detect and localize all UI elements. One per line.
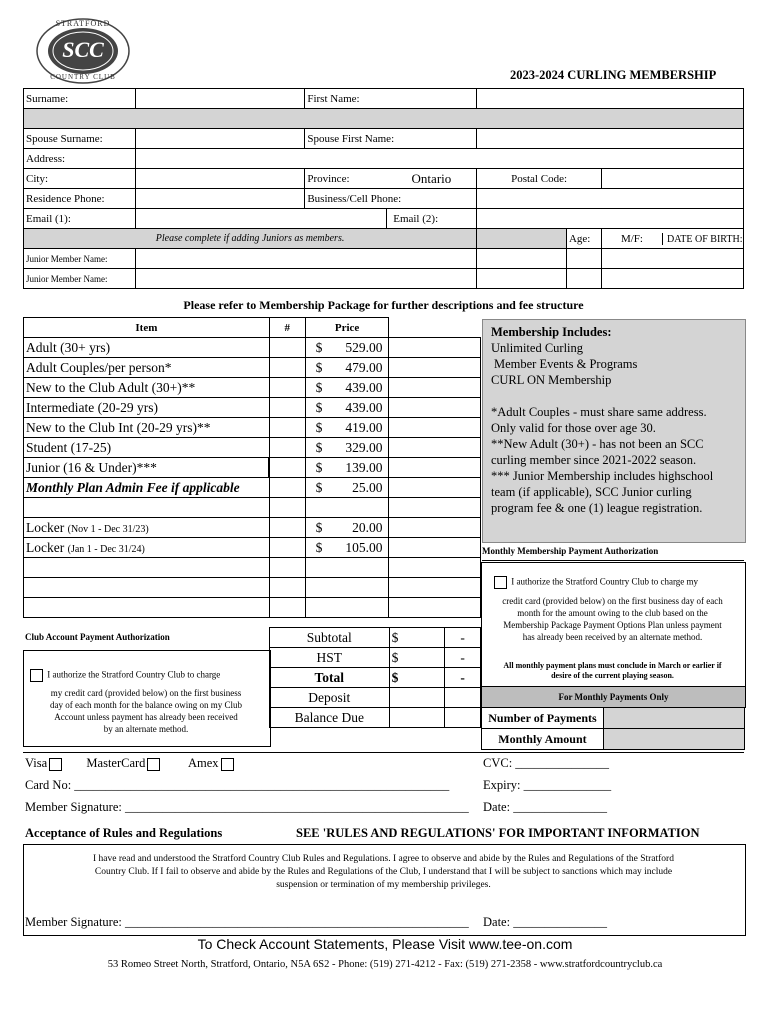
fee-total-field[interactable]: [389, 478, 481, 498]
club-auth-line: by an alternate method.: [103, 724, 189, 734]
fee-item-label: New to the Club Adult (30+)**: [24, 378, 270, 398]
fee-row: [24, 398, 481, 418]
totals-value[interactable]: [445, 708, 481, 728]
locker-label: Locker: [26, 519, 65, 535]
statements-note: To Check Account Statements, Please Visit www.tee-on.com: [197, 936, 573, 952]
junior-mf-dob-field-1[interactable]: [601, 249, 743, 269]
totals-table: [269, 627, 481, 728]
totals-row: [270, 688, 481, 708]
fee-total-field[interactable]: [389, 358, 481, 378]
totals-currency: $: [389, 668, 445, 688]
visa-label: Visa: [25, 756, 48, 770]
package-note: Please refer to Membership Package for further descriptions and fee structure: [183, 298, 584, 312]
locker-item-label: [24, 538, 270, 558]
fee-item-label: Junior (16 & Under)***: [24, 458, 270, 478]
includes-item: Unlimited Curling: [491, 341, 584, 355]
club-auth-title: Club Account Payment Authorization: [25, 632, 170, 642]
member-signature-field[interactable]: Member Signature: _______________________________________________________: [25, 800, 469, 814]
fee-row: [24, 338, 481, 358]
totals-value[interactable]: -: [445, 628, 481, 648]
locker-label: Locker: [26, 539, 65, 555]
includes-note: **New Adult (30+) - has not been an SCC: [491, 437, 704, 451]
col-num-header: #: [269, 318, 305, 338]
email2-label: Email (2):: [387, 209, 477, 229]
fee-total-field[interactable]: [389, 438, 481, 458]
fee-row: [24, 378, 481, 398]
fee-item-label: New to the Club Int (20-29 yrs)**: [24, 418, 270, 438]
postal-code-field[interactable]: [601, 169, 743, 189]
currency-symbol: $: [315, 379, 323, 395]
fee-price: [305, 438, 389, 458]
blank-fee-row: [389, 498, 481, 518]
totals-row: [270, 628, 481, 648]
monthly-auth-line1: [492, 576, 698, 589]
club-auth-checkbox[interactable]: [30, 669, 43, 682]
price-value: 439.00: [345, 379, 383, 395]
city-field[interactable]: [135, 169, 304, 189]
junior-member-field-1[interactable]: [135, 249, 476, 269]
includes-title: Membership Includes:: [491, 325, 612, 339]
locker-quantity-field[interactable]: [269, 518, 305, 538]
totals-row: [270, 708, 481, 728]
amex-checkbox[interactable]: [221, 758, 234, 771]
includes-item: Member Events & Programs: [494, 357, 638, 371]
totals-value[interactable]: [445, 688, 481, 708]
club-auth-line: Account unless payment has already been received: [54, 712, 238, 722]
fee-price: [305, 418, 389, 438]
num-payments-label: Number of Payments: [482, 708, 604, 729]
fee-quantity-field[interactable]: [269, 338, 305, 358]
rules-title: Acceptance of Rules and Regulations: [25, 826, 223, 840]
fee-quantity-field[interactable]: [269, 418, 305, 438]
spouse-surname-field[interactable]: [135, 129, 304, 149]
mf-dob-cell: [601, 229, 743, 249]
includes-note: program fee & one (1) league registration.: [491, 501, 703, 515]
first-name-field[interactable]: [477, 89, 744, 109]
address-field[interactable]: [135, 149, 743, 169]
fee-total-field[interactable]: [389, 378, 481, 398]
locker-row: [24, 538, 481, 558]
fee-quantity-field[interactable]: [269, 458, 305, 478]
email2-field[interactable]: [477, 209, 744, 229]
fee-item-label: Intermediate (20-29 yrs): [24, 398, 270, 418]
price-value: 20.00: [352, 519, 383, 535]
price-value: 105.00: [345, 539, 383, 555]
totals-currency: [389, 688, 445, 708]
blank-row: [24, 558, 270, 578]
email1-label: Email (1):: [24, 209, 136, 229]
fee-item-label: Adult Couples/per person*: [24, 358, 270, 378]
fee-row: [24, 458, 481, 478]
includes-item: CURL ON Membership: [491, 373, 612, 387]
monthly-auth-line: has already been received by an alternate method.: [522, 632, 703, 642]
junior-age-field-1[interactable]: [566, 249, 601, 269]
fee-total-field[interactable]: [389, 418, 481, 438]
blank-row: [389, 598, 481, 618]
totals-label: Balance Due: [270, 708, 390, 728]
rules-text: [23, 853, 744, 892]
mastercard-checkbox[interactable]: [147, 758, 160, 771]
totals-value[interactable]: -: [445, 648, 481, 668]
spouse-surname-label: Spouse Surname:: [24, 129, 136, 149]
fee-price: [305, 478, 389, 498]
blank-row: [389, 558, 481, 578]
locker-item-label: [24, 518, 270, 538]
blank-row: [269, 558, 305, 578]
totals-row: [270, 648, 481, 668]
club-auth-line: my credit card (provided below) on the first business: [50, 688, 242, 698]
fee-table: [23, 317, 481, 618]
club-logo: [35, 17, 131, 85]
blank-fee-row: [305, 498, 389, 518]
blank-row: [24, 598, 270, 618]
currency-symbol: $: [315, 399, 323, 415]
blank-fee-row: [24, 498, 270, 518]
junior-mf-dob-field-2[interactable]: [601, 269, 743, 289]
locker-price: [305, 538, 389, 558]
business-phone-field[interactable]: [477, 189, 744, 209]
expiry-field[interactable]: Expiry: ______________: [483, 778, 612, 792]
includes-note: curling member since 2021-2022 season.: [491, 453, 697, 467]
fee-price: [305, 458, 389, 478]
locker-period: (Jan 1 - Dec 31/24): [67, 543, 145, 555]
conclude-line: desire of the current playing season.: [551, 671, 674, 680]
monthly-payments-table: [481, 707, 745, 750]
price-value: 419.00: [345, 419, 383, 435]
totals-label: HST: [270, 648, 390, 668]
club-auth-text: I authorize the Stratford Country Club to charge: [47, 669, 221, 680]
fee-price: [305, 378, 389, 398]
rules-signature-field[interactable]: Member Signature: _______________________________________________________: [25, 915, 469, 929]
conclude-line: All monthly payment plans must conclude in March or earlier if: [503, 661, 722, 670]
junior-member-field-2[interactable]: [135, 269, 476, 289]
includes-note: *Adult Couples - must share same address.: [491, 405, 707, 419]
card-type-row: [25, 756, 236, 771]
monthly-amount-field[interactable]: [603, 729, 744, 750]
currency-symbol: $: [315, 439, 323, 455]
fee-item-label: Monthly Plan Admin Fee if applicable: [24, 478, 270, 498]
monthly-only-banner: For Monthly Payments Only: [481, 686, 746, 708]
rules-see: SEE 'RULES AND REGULATIONS' FOR IMPORTANT INFORMATION: [296, 826, 700, 840]
fee-total-field[interactable]: [389, 338, 481, 358]
logo-initials: SCC: [62, 37, 104, 62]
logo-top-text: STRATFORD: [55, 19, 111, 28]
totals-label: Total: [270, 668, 390, 688]
totals-currency: $: [389, 648, 445, 668]
monthly-auth-body: [481, 595, 744, 643]
surname-label: Surname:: [24, 89, 136, 109]
blank-fee-row: [269, 498, 305, 518]
junior-2-spacer: [477, 269, 567, 289]
separator-row: [24, 109, 744, 129]
member-info-table: [23, 88, 744, 289]
club-address: 53 Romeo Street North, Stratford, Ontario, N5A 6S2 - Phone: (519) 271-4212 - Fax: (519) 271-2358 - www.stratfordcountryclub.ca: [107, 959, 663, 970]
price-value: 329.00: [345, 439, 383, 455]
currency-symbol: $: [315, 459, 323, 475]
totals-currency: $: [389, 628, 445, 648]
blank-row: [269, 578, 305, 598]
fee-price: [305, 338, 389, 358]
logo-bottom-text: COUNTRY CLUB: [50, 73, 116, 81]
club-auth-line1: [28, 669, 220, 682]
rules-line: suspension or termination of my membership privileges.: [276, 880, 491, 890]
locker-total-field[interactable]: [389, 538, 481, 558]
header-spacer: [389, 318, 481, 338]
fee-row: [24, 438, 481, 458]
residence-phone-field[interactable]: [135, 189, 304, 209]
col-price-header: Price: [305, 318, 389, 338]
fee-item-label: Adult (30+ yrs): [24, 338, 270, 358]
monthly-conclude: [481, 661, 744, 681]
blank-row: [389, 578, 481, 598]
monthly-auth-checkbox[interactable]: [494, 576, 507, 589]
junior-age-field-2[interactable]: [566, 269, 601, 289]
fee-row: [24, 478, 481, 498]
fee-quantity-field[interactable]: [269, 378, 305, 398]
currency-symbol: $: [315, 339, 323, 355]
rules-line: Country Club. If I fail to observe and abide by the Rules and Regulations of the Club, I understand that I will be subject to sanctions which may include: [94, 867, 673, 877]
date-field[interactable]: Date: _______________: [483, 800, 607, 814]
postal-code-label: Postal Code:: [477, 169, 602, 189]
blank-row: [305, 558, 389, 578]
juniors-note-spacer: [477, 229, 567, 249]
includes-note: *** Junior Membership includes highschool: [491, 469, 714, 483]
totals-label: Deposit: [270, 688, 390, 708]
fee-total-field[interactable]: [389, 458, 481, 478]
fee-price: [305, 398, 389, 418]
blank-row: [269, 598, 305, 618]
form-title: 2023-2024 CURLING MEMBERSHIP: [510, 68, 717, 82]
club-auth-body: [23, 687, 269, 735]
surname-field[interactable]: [135, 89, 304, 109]
mastercard-label: MasterCard: [86, 756, 146, 770]
club-auth-line: day of each month for the balance owing on my Club: [50, 700, 242, 710]
monthly-auth-title: Monthly Membership Payment Authorization: [482, 546, 744, 561]
cvc-field[interactable]: CVC: _______________: [483, 756, 610, 770]
includes-note: Only valid for those over age 30.: [491, 421, 656, 435]
currency-symbol: $: [315, 419, 323, 435]
includes-note: team (if applicable), SCC Junior curling: [491, 485, 692, 499]
fee-total-field[interactable]: [389, 398, 481, 418]
rules-date-field[interactable]: Date: _______________: [483, 915, 607, 929]
currency-symbol: $: [315, 359, 323, 375]
price-value: 529.00: [345, 339, 383, 355]
monthly-amount-label: Monthly Amount: [482, 729, 604, 750]
blank-row: [24, 578, 270, 598]
age-label: Age:: [566, 229, 601, 249]
junior-member-label-1: Junior Member Name:: [24, 249, 136, 269]
blank-row: [305, 578, 389, 598]
visa-checkbox[interactable]: [49, 758, 62, 771]
residence-phone-label: Residence Phone:: [24, 189, 136, 209]
col-item-header: Item: [24, 318, 270, 338]
first-name-label: First Name:: [305, 89, 477, 109]
price-value: 139.00: [345, 459, 383, 475]
currency-symbol: $: [315, 519, 323, 535]
spouse-first-name-field[interactable]: [477, 129, 744, 149]
locker-total-field[interactable]: [389, 518, 481, 538]
locker-period: (Nov 1 - Dec 31/23): [67, 523, 149, 535]
juniors-note: Please complete if adding Juniors as members.: [24, 229, 477, 249]
fee-item-label: Student (17-25): [24, 438, 270, 458]
currency-symbol: $: [315, 479, 323, 495]
fee-row: [24, 418, 481, 438]
num-payments-field[interactable]: [603, 708, 744, 729]
price-value: 479.00: [345, 359, 383, 375]
mf-label: M/F:: [602, 233, 663, 245]
address-label: Address:: [24, 149, 136, 169]
blank-row: [305, 598, 389, 618]
totals-row: [270, 668, 481, 688]
price-value: 25.00: [352, 479, 383, 495]
locker-quantity-field[interactable]: [269, 538, 305, 558]
spouse-first-name-label: Spouse First Name:: [305, 129, 477, 149]
locker-price: [305, 518, 389, 538]
dob-label: DATE OF BIRTH:: [666, 233, 743, 245]
monthly-auth-line: month for the amount owing to the club based on the: [517, 608, 708, 618]
card-number-field[interactable]: Card No: ____________________________________________________________: [25, 778, 450, 792]
fee-quantity-field[interactable]: [269, 478, 305, 498]
monthly-auth-line: credit card (provided below) on the first business day of each: [502, 596, 723, 606]
totals-currency: [389, 708, 445, 728]
fee-row: [24, 358, 481, 378]
province-label: Province:: [305, 169, 387, 189]
junior-1-spacer: [477, 249, 567, 269]
currency-symbol: $: [315, 539, 323, 555]
fee-price: [305, 358, 389, 378]
amex-label: Amex: [188, 756, 219, 770]
monthly-auth-text: I authorize the Stratford Country Club to charge my: [511, 576, 699, 587]
fee-quantity-field[interactable]: [269, 438, 305, 458]
business-phone-label: Business/Cell Phone:: [305, 189, 477, 209]
monthly-auth-line: Membership Package Payment Options Plan unless payment: [503, 620, 722, 630]
rules-line: I have read and understood the Stratford Country Club Rules and Regulations. I agree to observe and abide by the Rules and Regulations of the Stratford: [93, 854, 674, 864]
price-value: 439.00: [345, 399, 383, 415]
city-label: City:: [24, 169, 136, 189]
locker-row: [24, 518, 481, 538]
fee-quantity-field[interactable]: [269, 398, 305, 418]
totals-value[interactable]: -: [445, 668, 481, 688]
junior-member-label-2: Junior Member Name:: [24, 269, 136, 289]
province-value[interactable]: Ontario: [387, 169, 477, 189]
email1-field[interactable]: [135, 209, 386, 229]
totals-label: Subtotal: [270, 628, 390, 648]
fee-quantity-field[interactable]: [269, 358, 305, 378]
